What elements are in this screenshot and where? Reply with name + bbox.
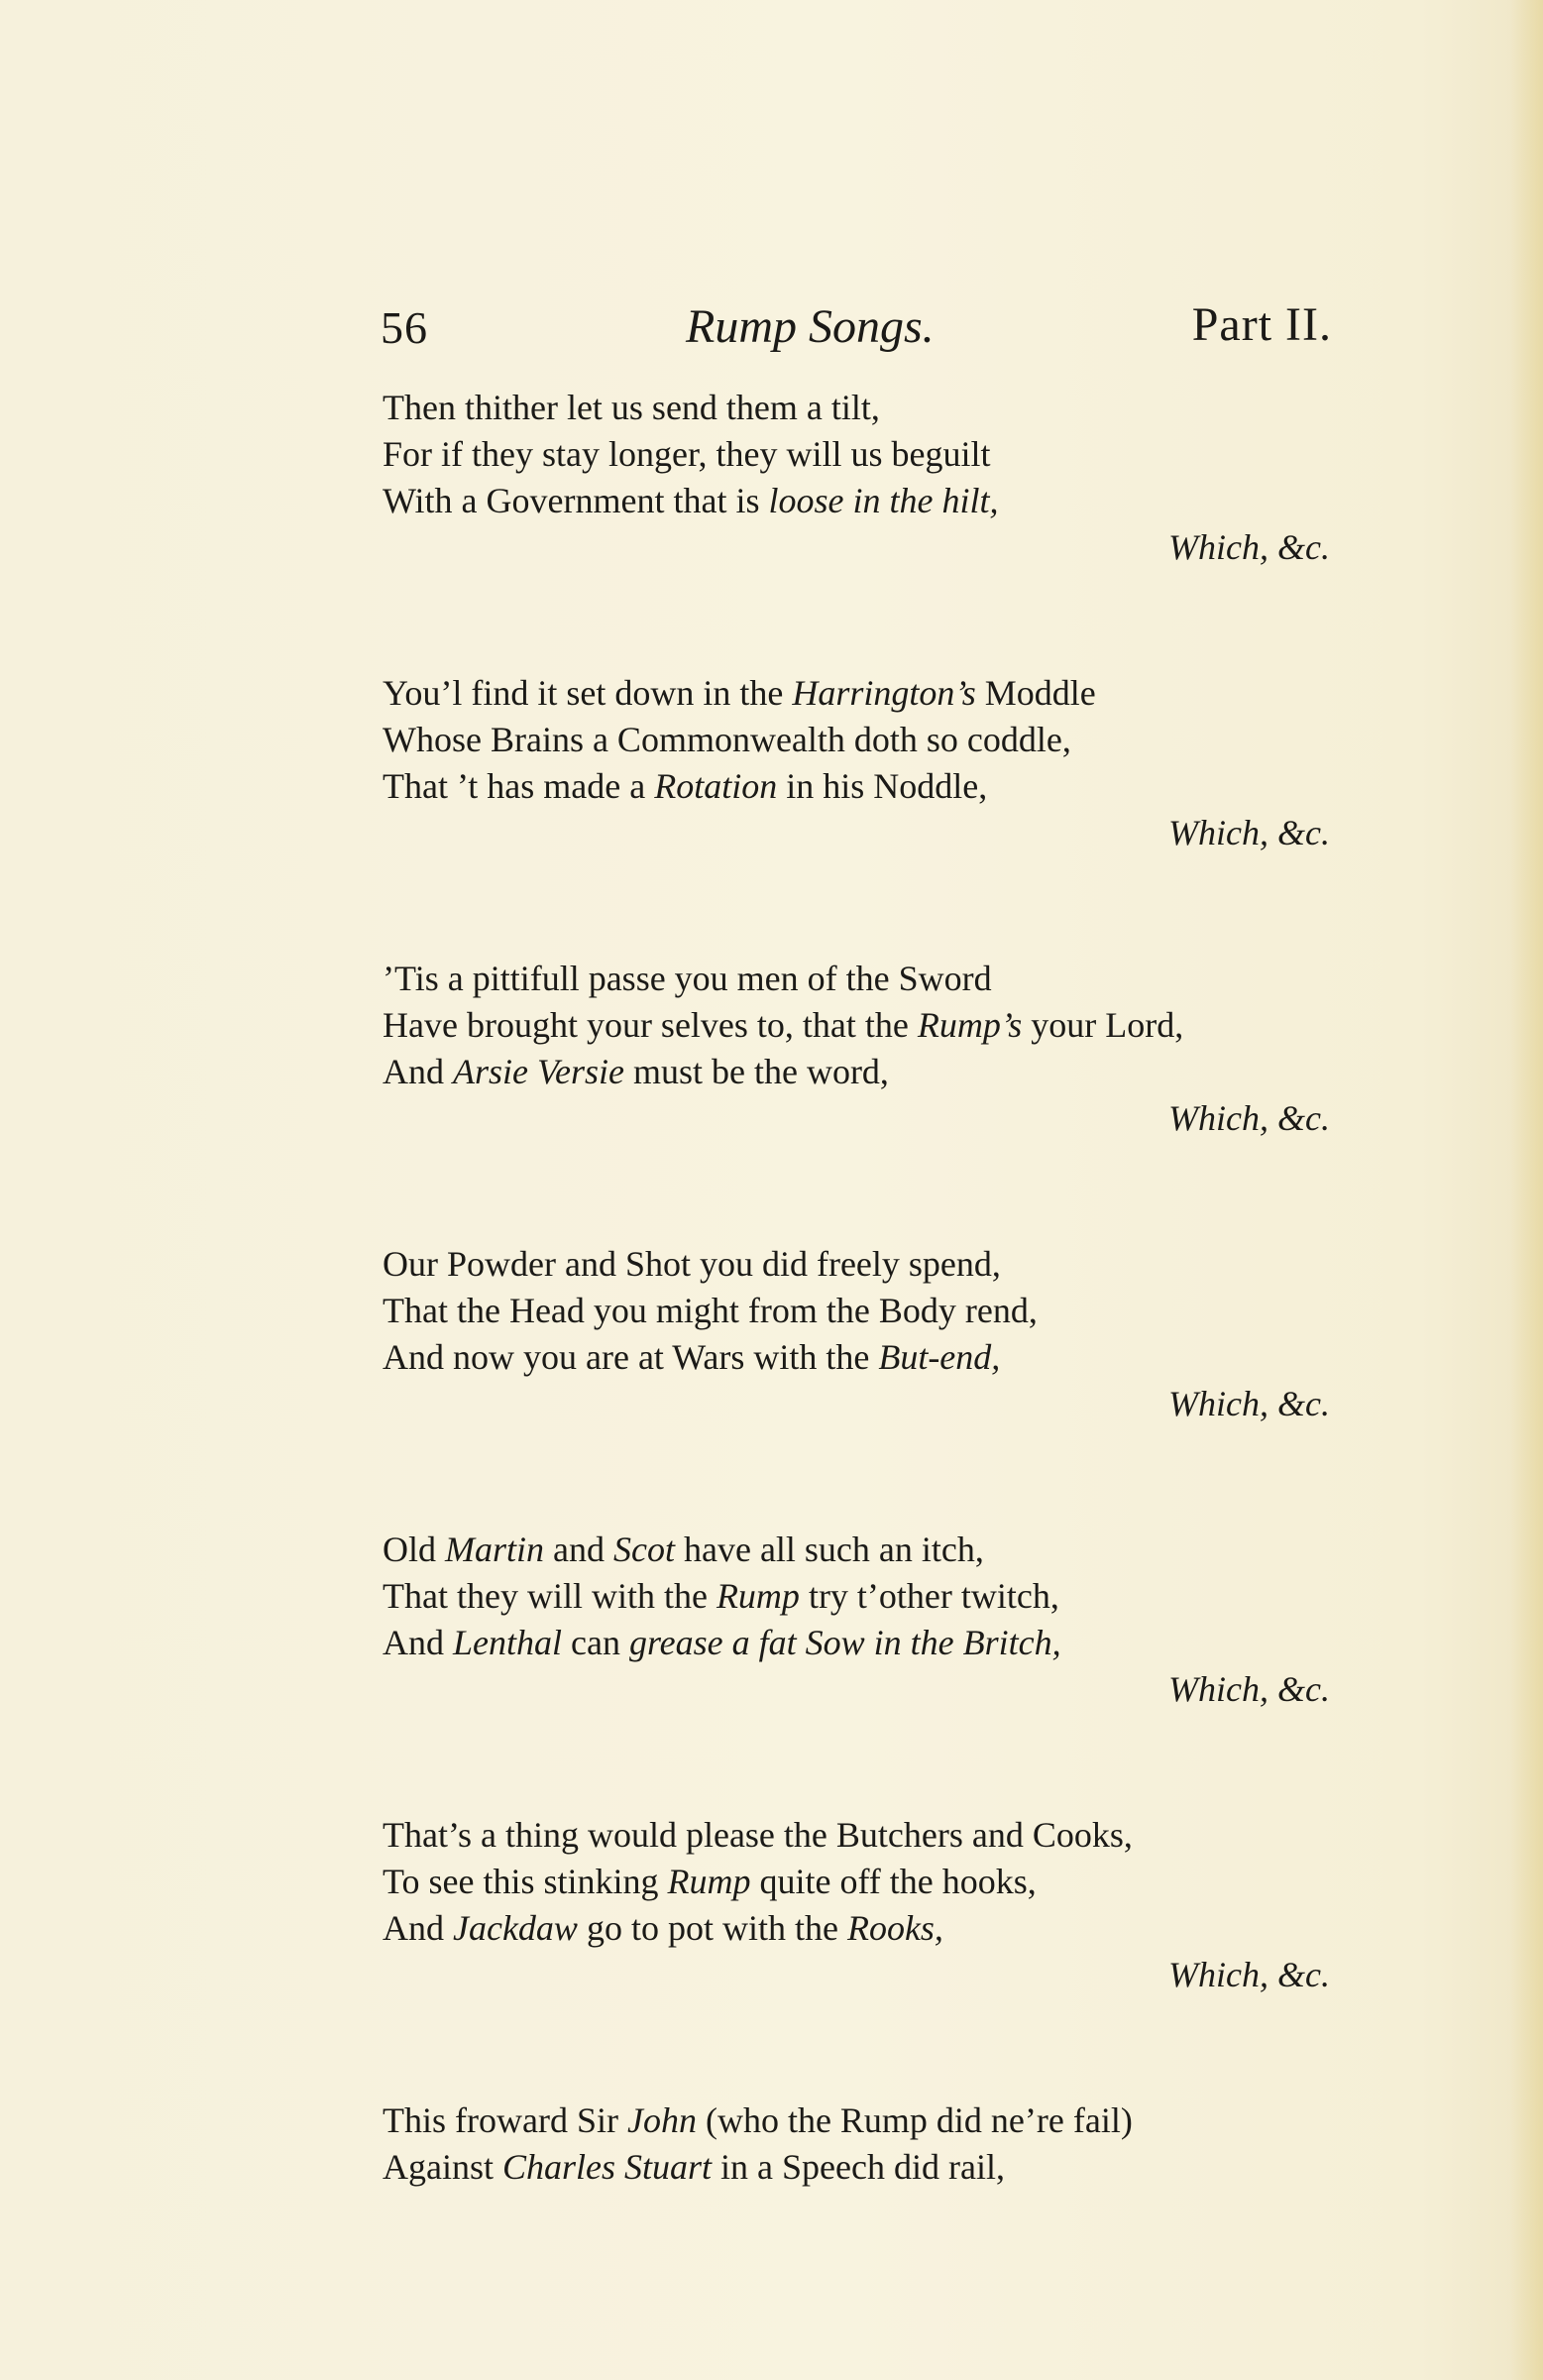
refrain: Which, &c.: [1168, 1669, 1330, 1709]
verse-body: [383, 385, 1334, 2290]
italic-text: grease a fat Sow: [628, 1623, 865, 1662]
roman-text: in his Noddle,: [777, 766, 988, 806]
verse-line: [383, 1288, 1334, 1334]
page-edge-shading: [1509, 0, 1543, 2380]
roman-text: That ’t has made a: [383, 766, 655, 806]
roman-text: your Lord,: [1022, 1005, 1184, 1045]
roman-text: can: [562, 1623, 629, 1662]
page-number: 56: [381, 302, 428, 353]
refrain: Which, &c.: [1168, 527, 1330, 567]
italic-text: Jackdaw: [453, 1908, 578, 1948]
stanza: [383, 1527, 1334, 1713]
roman-text: And now you are at Wars with the: [383, 1337, 879, 1377]
roman-text: must be the word,: [623, 1052, 889, 1091]
verse-line: [383, 763, 1334, 810]
italic-text: Martin: [445, 1530, 545, 1569]
verse-line: [383, 670, 1334, 717]
roman-text: Against: [383, 2147, 502, 2187]
italic-text: Rump: [667, 1862, 751, 1901]
italic-text: Rooks,: [846, 1908, 943, 1948]
roman-text: That the Head you might from the Body rend,: [383, 1291, 1038, 1330]
italic-text: But-end,: [878, 1337, 1001, 1377]
verse-line: [383, 1859, 1334, 1905]
verse-line: [383, 1002, 1334, 1049]
refrain: Which, &c.: [1168, 1955, 1330, 1994]
italic-text: Charles Stuart: [502, 2147, 713, 2187]
refrain: Which, &c.: [1168, 813, 1330, 852]
refrain: Which, &c.: [1168, 1384, 1330, 1423]
verse-line: [383, 1812, 1334, 1859]
verse-line: [383, 2144, 1334, 2191]
italic-text: Rump: [716, 1576, 800, 1616]
roman-text: quite off the hooks,: [750, 1862, 1037, 1901]
italic-text: Arsie Versie: [453, 1052, 624, 1091]
roman-text: For if they stay longer, they will us beguilt: [383, 434, 991, 474]
stanza: [383, 956, 1334, 1142]
verse-line: [383, 1334, 1334, 1381]
roman-text: With a Government that is: [383, 481, 769, 520]
verse-line: [383, 431, 1334, 478]
verse-line: [383, 2097, 1334, 2144]
italic-text: Harrington’s: [792, 673, 976, 713]
roman-text: Whose Brains a Commonwealth doth so coddle,: [383, 720, 1071, 759]
italic-text: Rump’s: [917, 1005, 1023, 1045]
roman-text: You’l find it set down in the: [383, 673, 793, 713]
roman-text: And: [383, 1623, 453, 1662]
verse-line: [383, 478, 1334, 524]
stanza: [383, 2097, 1334, 2191]
roman-text: Then thither let us send them a tilt,: [383, 388, 880, 427]
roman-text: Have brought your selves to, that the: [383, 1005, 918, 1045]
roman-text: (who the Rump did ne’re fail): [696, 2100, 1133, 2140]
verse-line: [383, 1527, 1334, 1573]
italic-text: John: [626, 2100, 697, 2140]
verse-line: [383, 1049, 1334, 1095]
stanza: [383, 1812, 1334, 1998]
roman-text: Our Powder and Shot you did freely spend,: [383, 1244, 1001, 1284]
roman-text: [865, 1623, 874, 1662]
running-head: [381, 293, 1332, 365]
roman-text: have all such an itch,: [674, 1530, 984, 1569]
stanza: [383, 385, 1334, 571]
roman-text: ’Tis a pittifull passe you men of the Sword: [383, 959, 992, 998]
verse-line: [383, 1241, 1334, 1288]
refrain: Which, &c.: [1168, 1098, 1330, 1138]
verse-line: [383, 956, 1334, 1002]
italic-text: in the Britch,: [873, 1623, 1061, 1662]
part-label: Part II.: [1191, 298, 1332, 351]
running-title: Rump Songs.: [686, 300, 935, 353]
roman-text: Moddle: [975, 673, 1096, 713]
roman-text: and: [544, 1530, 613, 1569]
italic-text: loose in the hilt,: [768, 481, 999, 520]
roman-text: Old: [383, 1530, 445, 1569]
verse-line: [383, 717, 1334, 763]
roman-text: go to pot with the: [577, 1908, 847, 1948]
stanza: [383, 670, 1334, 856]
roman-text: That’s a thing would please the Butchers and Cooks,: [383, 1815, 1133, 1855]
roman-text: That they will with the: [383, 1576, 716, 1616]
verse-line: [383, 385, 1334, 431]
roman-text: try t’other twitch,: [799, 1576, 1059, 1616]
italic-text: Lenthal: [453, 1623, 563, 1662]
italic-text: Rotation: [654, 766, 778, 806]
roman-text: in a Speech did rail,: [712, 2147, 1005, 2187]
roman-text: This froward Sir: [383, 2100, 627, 2140]
verse-line: [383, 1573, 1334, 1620]
italic-text: Scot: [613, 1530, 675, 1569]
verse-line: [383, 1620, 1334, 1666]
roman-text: And: [383, 1052, 453, 1091]
roman-text: And: [383, 1908, 453, 1948]
verse-line: [383, 1905, 1334, 1952]
roman-text: To see this stinking: [383, 1862, 668, 1901]
stanza: [383, 1241, 1334, 1427]
